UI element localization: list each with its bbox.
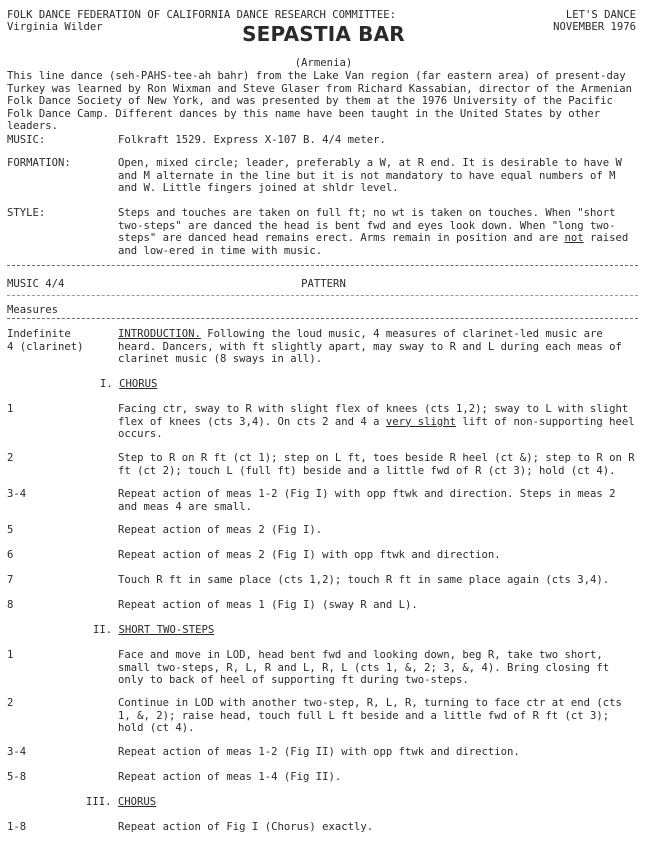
fig1-row-4-text: Repeat action of meas 2 (Fig I).: [118, 524, 323, 536]
fig1-row-2-text: Step to R on R ft (ct 1); step on L ft, toes beside R heel (ct &); step to R on R ft (ct 2); touch L (full ft) beside and a little fwd of R (ct 3); hold (ct 4).: [118, 452, 635, 477]
fig1-meas-8: 8: [7, 599, 14, 611]
fig2-meas-3-4: 3-4: [7, 746, 27, 758]
formation-text: Open, mixed circle; leader, preferably a W, at R end. It is desirable to have W and M alternate in the line but it is not mandatory to have equal numbers of M and W. Little fingers joined at shldr level.: [118, 157, 622, 195]
music-label: MUSIC:: [7, 134, 46, 146]
figure-1-heading: I. CHORUS: [100, 378, 158, 390]
fig2-row-2-text: Continue in LOD with another two-step, R, L, R, turning to face ctr at end (cts 1, &, 2); raise head, touch full L ft beside and a little fwd of R ft (ct 3); hold (ct 4).: [118, 697, 622, 735]
header-rule: [7, 295, 638, 296]
fig1-meas-3-4: 3-4: [7, 488, 27, 500]
fig2-row-1-text: Face and move in LOD, head bent fwd and looking down, beg R, take two short, small two-steps, R, L, R and L, R, L (cts 1, &, 2; 3, &, 4). Bring closing ft only to back of heel of supporting ft during two-steps.: [118, 649, 610, 687]
formation-label: FORMATION:: [7, 157, 71, 169]
fig1-row-5-text: Repeat action of meas 2 (Fig I) with opp ftwk and direction.: [118, 549, 501, 561]
page-title: SEPASTIA BAR: [242, 22, 405, 46]
fig1-meas-1: 1: [7, 403, 14, 415]
figure-3-heading: III. CHORUS: [86, 796, 157, 808]
fig3-meas-1-8: 1-8: [7, 821, 27, 833]
fig2-meas-5-8: 5-8: [7, 771, 27, 783]
committee-line: FOLK DANCE FEDERATION OF CALIFORNIA DANCE RESEARCH COMMITTEE:: [7, 9, 397, 21]
page-subtitle: (Armenia): [294, 57, 353, 69]
publication-line: LET'S DANCE: [565, 9, 636, 21]
intro-meas-clarinet: 4 (clarinet): [7, 341, 84, 353]
fig1-row-6-text: Touch R ft in same place (cts 1,2); touch R ft in same place again (cts 3,4).: [118, 574, 610, 586]
fig1-row-1-text: Facing ctr, sway to R with slight flex of knees (cts 1,2); sway to L with slight flex of knees (cts 3,4). On cts 2 and 4 a very slight lift of non-supporting heel occurs.: [118, 403, 635, 441]
fig1-meas-7: 7: [7, 574, 14, 586]
fig3-row-1-text: Repeat action of Fig I (Chorus) exactly.: [118, 821, 374, 833]
author-line: Virginia Wilder: [7, 21, 103, 33]
intro-row-text: INTRODUCTION. Following the loud music, 4 measures of clarinet-led music are heard. Dancers, with ft slightly apart, may sway to R and L during each meas of clarinet music (8 sways in all).: [118, 328, 622, 366]
date-line: NOVEMBER 1976: [553, 21, 636, 33]
fig2-row-4-text: Repeat action of meas 1-4 (Fig II).: [118, 771, 342, 783]
style-text: Steps and touches are taken on full ft; no wt is taken on touches. When "short two-steps" are danced the head is bent fwd and eyes look down. When "long two-steps" are danced head remains erect. Arms remain in position and are not raised and low-ered in time with music.: [118, 207, 629, 257]
measures-rule: [7, 318, 638, 319]
fig1-row-3-text: Repeat action of meas 1-2 (Fig I) with opp ftwk and direction. Steps in meas 2 and meas 4 are small.: [118, 488, 616, 513]
intro-meas-indefinite: Indefinite: [7, 328, 71, 340]
fig2-meas-1: 1: [7, 649, 14, 661]
fig1-meas-5: 5: [7, 524, 14, 536]
fig1-row-7-text: Repeat action of meas 1 (Fig I) (sway R and L).: [118, 599, 418, 611]
measures-header: Measures: [7, 304, 59, 316]
fig1-meas-2: 2: [7, 452, 14, 464]
fig2-meas-2: 2: [7, 697, 14, 709]
section-divider: [7, 265, 638, 266]
style-label: STYLE:: [7, 207, 46, 219]
music-meter-header: MUSIC 4/4: [7, 278, 65, 290]
fig2-row-3-text: Repeat action of meas 1-2 (Fig II) with opp ftwk and direction.: [118, 746, 520, 758]
intro-paragraph: This line dance (seh-PAHS-tee-ah bahr) from the Lake Van region (far eastern area) of present-day Turkey was learned by Ron Wixman and Steve Glaser from Richard Kassabian, director of the Armenian Folk Dance Society of New York, and was presented by them at the 1976 University of the Pacific Folk Dance Camp. Different dances by this name have been taught in the United States by other leaders.: [7, 70, 633, 133]
pattern-header: PATTERN: [301, 278, 346, 290]
figure-2-heading: II. SHORT TWO-STEPS: [93, 624, 215, 636]
music-text: Folkraft 1529. Express X-107 B. 4/4 meter.: [118, 134, 386, 146]
fig1-meas-6: 6: [7, 549, 14, 561]
